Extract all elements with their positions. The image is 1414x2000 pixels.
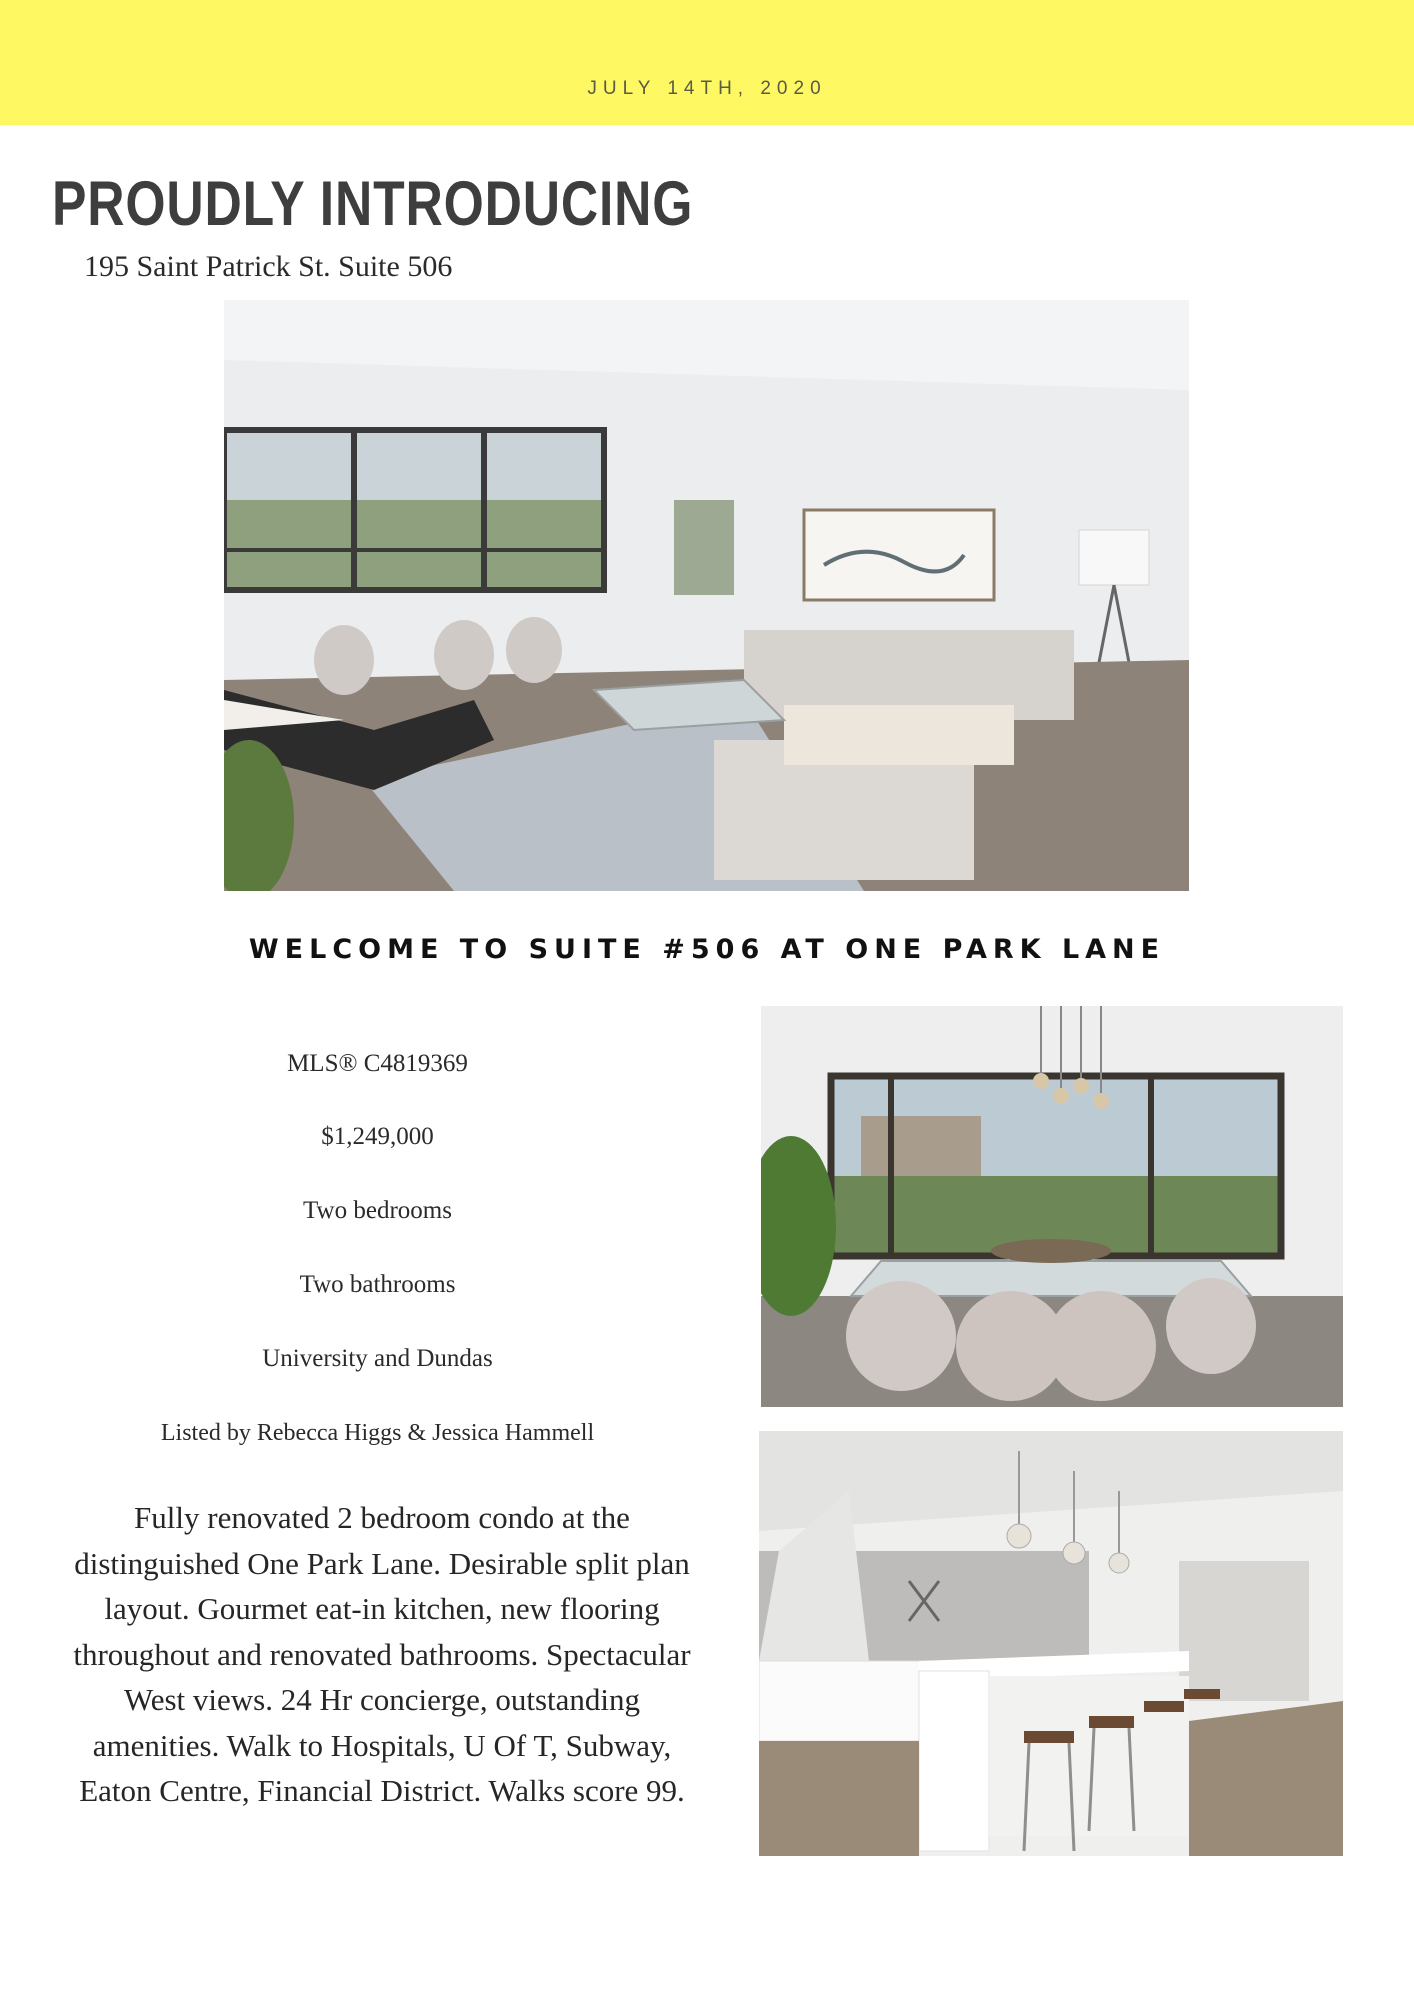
header-banner <box>0 0 1414 125</box>
bedrooms: Two bedrooms <box>303 1197 452 1224</box>
property-address: 195 Saint Patrick St. Suite 506 <box>84 250 453 283</box>
listing-price: $1,249,000 <box>321 1123 434 1150</box>
dining-room-photo <box>761 1006 1343 1407</box>
listing-agents: Listed by Rebecca Higgs & Jessica Hammell <box>160 1420 595 1446</box>
mls-number: MLS® C4819369 <box>287 1050 468 1077</box>
listing-date: JULY 14TH, 2020 <box>587 78 827 99</box>
property-description: Fully renovated 2 bedroom condo at the distinguished One Park Lane. Desirable split plan layout. Gourmet eat-in kitchen, new flooring throughout and renovated bathrooms. Spectacular West views. 24 Hr concierge, outstanding amenities. Walk to Hospitals, U Of T, Subway, Eaton Centre, Financial District. Walks score 99. <box>73 1500 691 1808</box>
bathrooms: Two bathrooms <box>299 1271 456 1298</box>
neighbourhood: University and Dundas <box>262 1345 493 1372</box>
living-room-photo <box>224 300 1189 891</box>
kitchen-photo <box>759 1431 1343 1856</box>
welcome-heading: WELCOME TO SUITE #506 AT ONE PARK LANE <box>248 934 1166 965</box>
page-title: PROUDLY INTRODUCING <box>52 169 694 239</box>
